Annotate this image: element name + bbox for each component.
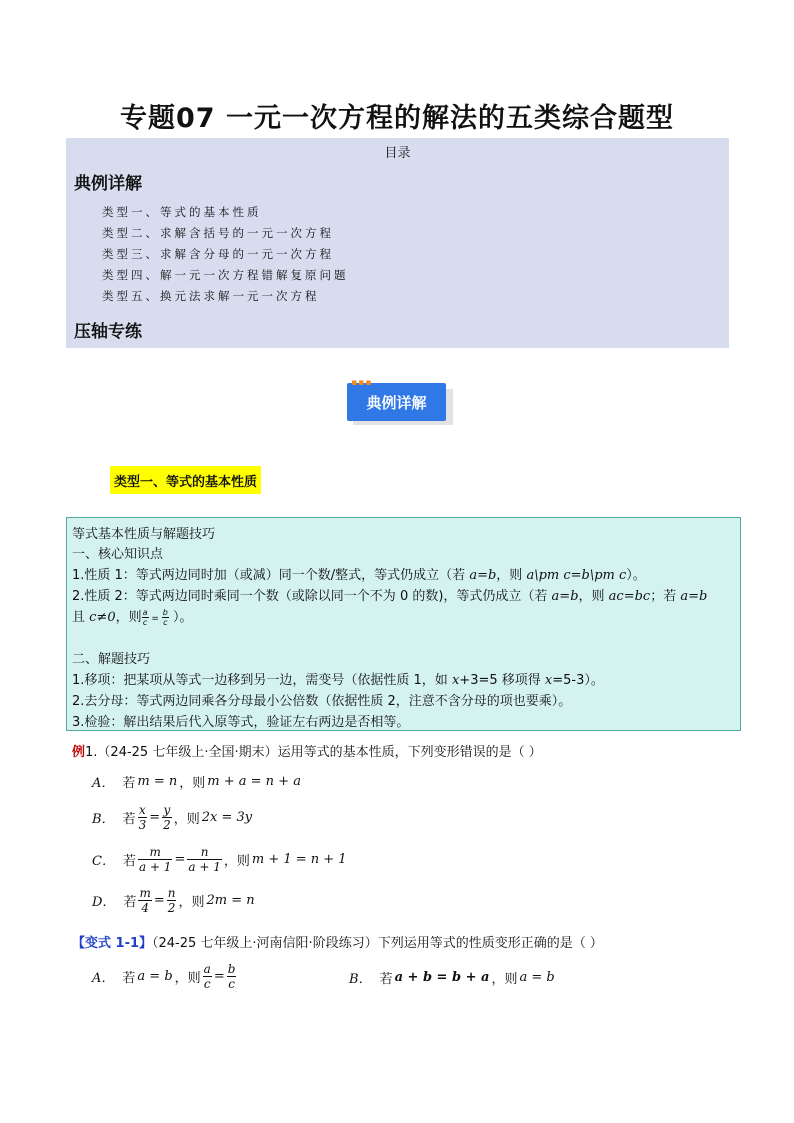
fraction: $\frac{b}{c}$ [227,962,236,991]
table-of-contents [66,138,729,348]
option-d[interactable]: D． 若 $\frac{m}{4}$ = $\frac{n}{2}$ ，则 2m = n [92,886,255,915]
toc-item[interactable]: 类型一、等式的基本性质 [102,205,262,219]
type-heading: 类型一、等式的基本性质 [110,466,261,494]
option-b[interactable]: B． 若 $\frac{x}{3}$ = $\frac{y}{2}$ ，则 2x = 3y [92,803,253,832]
banner-label: 典例详解 [347,383,446,421]
section-banner [347,378,453,427]
fraction: $\frac{b}{c}$ [162,608,168,627]
toc-item[interactable]: 类型二、求解含括号的一元一次方程 [102,226,334,240]
fraction: $\frac{x}{3}$ [138,803,147,832]
option-c[interactable]: C． 若 $\frac{m}{a + 1}$ = $\frac{n}{a + 1}$ ，则 m + 1 = n + 1 [92,845,347,874]
tips-subtitle-2: 二、解题技巧 [72,652,151,667]
property-1: 1.性质 1：等式两边同时加（或减）同一个数/整式，等式仍成立（若 a=b，则 a\pm c=b\pm c）。 [72,568,646,583]
option-a[interactable]: A． 若 m = n ，则 m + a = n + a [92,774,301,791]
tips-title: 等式基本性质与解题技巧 [72,527,216,542]
toc-item[interactable]: 类型三、求解含分母的一元一次方程 [102,247,334,261]
variant-1-1-stem: 【变式 1-1】（24-25 七年级上·河南信阳·阶段练习）下列运用等式的性质变形正确的是（ ） [72,936,603,951]
fraction: $\frac{y}{2}$ [163,803,171,832]
fraction: $\frac{a}{c}$ [203,962,211,991]
tips-subtitle: 一、核心知识点 [72,547,164,562]
fraction: $\frac{a}{c}$ [142,608,148,627]
tip-2: 2.去分母：等式两边同乘各分母最小公倍数（依据性质 2，注意不含分母的项也要乘）。 [72,694,572,709]
fraction: $\frac{m}{a + 1}$ [138,845,172,874]
page-title: 专题07 一元一次方程的解法的五类综合题型 [120,103,674,134]
toc-section-examples[interactable]: 典例详解 [74,174,142,194]
toc-item[interactable]: 类型四、解一元一次方程错解复原问题 [102,268,349,282]
variant-option-a[interactable]: A． 若 a = b ，则 $\frac{a}{c}$ = $\frac{b}{c}$ [92,962,236,991]
fraction: $\frac{n}{a + 1}$ [188,845,221,874]
property-2-cont: 且 c≠0，则 $\frac{a}{c}$ = $\frac{b}{c}$ ）。 [72,608,193,627]
toc-heading: 目录 [384,146,411,161]
banner-decoration: ▪▪▪ [351,378,373,388]
tip-3: 3.检验：解出结果后代入原等式，验证左右两边是否相等。 [72,715,410,730]
fraction: $\frac{m}{4}$ [139,886,151,915]
tip-1: 1.移项：把某项从等式一边移到另一边，需变号（依据性质 1，如 x+3=5 移项得 x=5-3）。 [72,673,604,688]
example-1-stem: 例1.（24-25 七年级上·全国·期末）运用等式的基本性质，下列变形错误的是（ ） [72,745,542,760]
variant-option-b[interactable]: B． 若 a + b = b + a ，则 a = b [349,970,555,987]
toc-item[interactable]: 类型五、换元法求解一元一次方程 [102,289,320,303]
fraction: $\frac{n}{2}$ [167,886,176,915]
toc-section-practice[interactable]: 压轴专练 [74,322,142,342]
property-2: 2.性质 2：等式两边同时乘同一个数（或除以同一个不为 0 的数)，等式仍成立（若 a=b，则 ac=bc；若 a=b [72,589,708,604]
tips-box [66,517,741,731]
